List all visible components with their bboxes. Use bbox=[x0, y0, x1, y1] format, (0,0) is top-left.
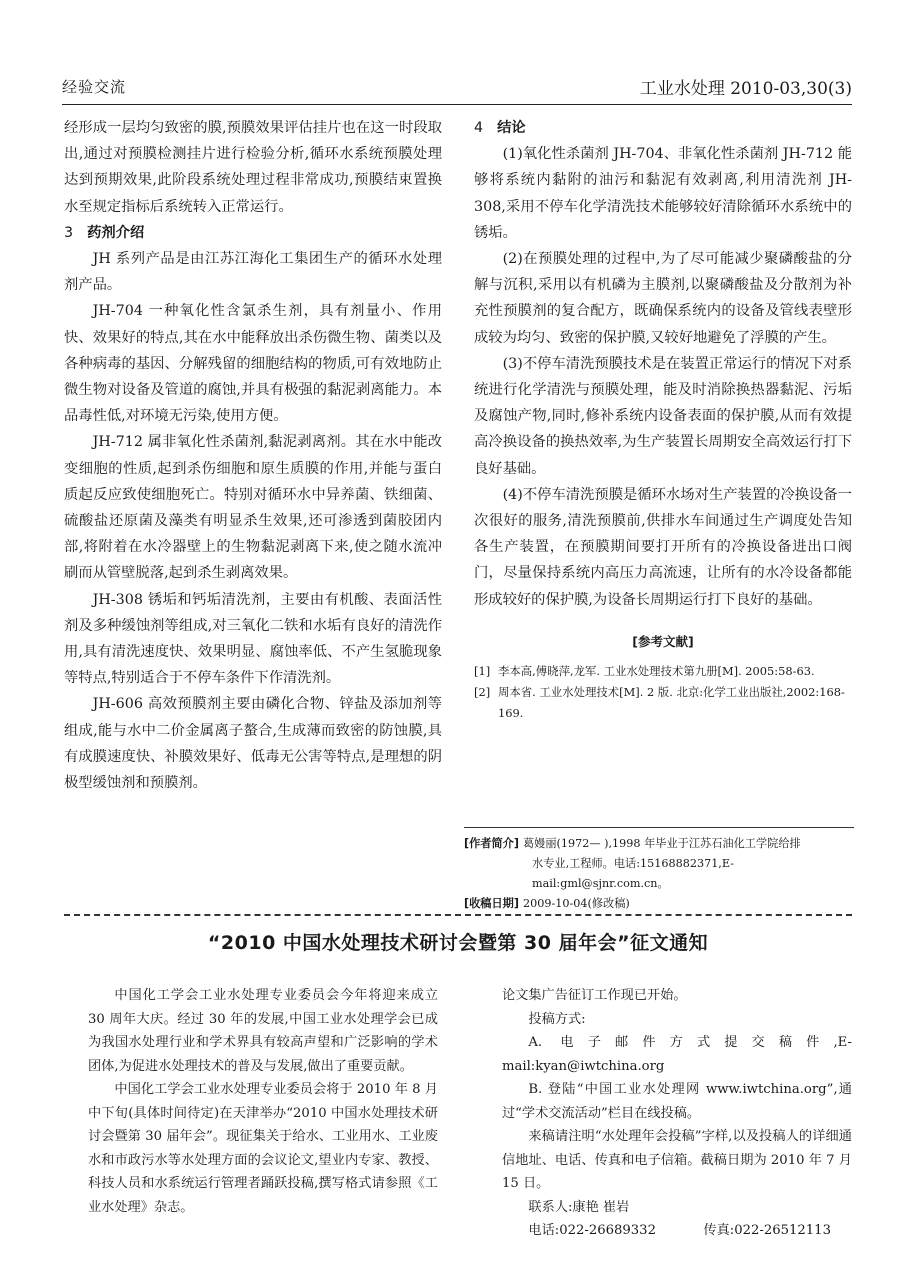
paragraph: 论文集广告征订工作现已开始。 bbox=[502, 988, 687, 1003]
right-column bbox=[474, 115, 852, 724]
author-info bbox=[464, 827, 854, 914]
paragraph: (2)在预膜处理的过程中,为了尽可能减少聚磷酸盐的分解与沉积,采用以有机磷为主膜剂,以聚磷酸盐及分散剂为补充性预膜剂的复合配方，既确保系统内的设备及管线表壁形成较为均匀、致密的保护膜,又较好地避免了浮膜的产生。 bbox=[474, 251, 852, 346]
journal-citation: 工业水处理 2010-03,30(3) bbox=[639, 79, 852, 99]
fax-number: 传真:022-26512113 bbox=[703, 1223, 831, 1238]
section-number: 4 bbox=[474, 120, 484, 136]
paragraph: 投稿方式: bbox=[528, 1011, 586, 1027]
author-line-1: 葛嫚丽(1972— ),1998 年毕业于江苏石油化工学院给排 bbox=[522, 837, 801, 850]
author-label: [作者简介] bbox=[464, 837, 519, 850]
paragraph: JH-712 属非氧化性杀菌剂,黏泥剥离剂。其在水中能改变细胞的性质,起到杀伤细胞和原生质膜的作用,并能与蛋白质起反应致使细胞死亡。特别对循环水中异养菌、铁细菌、硫酸盐还原菌及藻类有明显杀生效果,还可渗透到菌胶团内部,将附着在水冷器壁上的生物黏泥剥离下来,使之随水流冲刷而从管壁脱落,起到杀生剥离效果。 bbox=[64, 434, 442, 582]
phone-number: 电话:022-26689332 bbox=[528, 1223, 656, 1238]
paragraph: A. 电子邮件方式提交稿件,E-mail:kyan@iwtchina.org bbox=[502, 1035, 852, 1074]
paragraph: 来稿请注明“水处理年会投稿”字样,以及投稿人的详细通信地址、电话、传真和电子信箱。截稿日期为 2010 年 7 月 15 日。 bbox=[502, 1129, 852, 1191]
notice-left-column bbox=[88, 984, 438, 1219]
running-header bbox=[62, 70, 852, 105]
notice-right-column bbox=[502, 984, 852, 1243]
section-title: 结论 bbox=[497, 120, 526, 136]
received-date-label: [收稿日期] bbox=[464, 897, 519, 910]
contact-numbers bbox=[502, 1219, 852, 1243]
paragraph: 中国化工学会工业水处理专业委员会将于 2010 年 8 月中下旬(具体时间待定)在天津举办“2010 中国水处理技术研讨会暨第 30 届年会”。现征集关于给水、工业用水、工业废水和市政污水等水处理方面的会议论文,望业内专家、教授、科技人员和水系统运行管理者踊跃投稿,撰写格式请参照《工业水处理》杂志。 bbox=[88, 1082, 438, 1215]
section-number: 3 bbox=[64, 224, 74, 241]
dashed-divider bbox=[64, 914, 852, 916]
section-title: 药剂介绍 bbox=[87, 224, 145, 241]
left-column bbox=[64, 115, 442, 796]
reference-text: 李本高,傅晓萍,龙军. 工业水处理技术第九册[M]. 2005:58-63. bbox=[498, 664, 815, 679]
paragraph: JH 系列产品是由江苏江海化工集团生产的循环水处理剂产品。 bbox=[64, 251, 442, 294]
section-heading bbox=[64, 220, 442, 246]
reference-item bbox=[474, 682, 852, 724]
reference-index: [2] bbox=[474, 685, 491, 700]
author-line-2: 水专业,工程师。电话:15168882371,E-mail:gml@sjnr.com.cn。 bbox=[532, 857, 735, 890]
reference-list bbox=[474, 661, 852, 724]
references-title: [参考文献] bbox=[632, 633, 694, 649]
section-heading bbox=[474, 115, 852, 141]
received-date: 2009-10-04(修改稿) bbox=[522, 897, 630, 910]
paragraph: JH-308 锈垢和钙垢清洗剂，主要由有机酸、表面活性剂及多种缓蚀剂等组成,对三氧化二铁和水垢有良好的清洗作用,具有清洗速度快、效果明显、腐蚀率低、不产生氢脆现象等特点,特别适合于不停车条件下作清洗剂。 bbox=[64, 591, 442, 687]
paragraph: (1)氧化性杀菌剂 JH-704、非氧化性杀菌剂 JH-712 能够将系统内黏附的油污和黏泥有效剥离,利用清洗剂 JH-308,采用不停车化学清洗技术能够较好清除循环水系统中的锈垢。 bbox=[474, 146, 852, 241]
reference-item bbox=[474, 661, 852, 682]
paragraph: (4)不停车清洗预膜是循环水场对生产装置的冷换设备一次很好的服务,清洗预膜前,供排水车间通过生产调度处告知各生产装置，在预膜期间要打开所有的冷换设备进出口阀门，尽量保持系统内高压力高流速，让所有的水冷设备都能形成较好的保护膜,为设备长周期运行打下良好的基础。 bbox=[474, 486, 852, 608]
paragraph: JH-704 一种氧化性含氯杀生剂，具有剂量小、作用快、效果好的特点,其在水中能释放出杀伤微生物、菌类以及各种病毒的基因、分解残留的细胞结构的物质,可有效地防止微生物对设备及管道的腐蚀,并具有极强的黏泥剥离能力。本品毒性低,对环境无污染,使用方便。 bbox=[64, 303, 442, 425]
paragraph: (3)不停车清洗预膜技术是在装置正常运行的情况下对系统进行化学清洗与预膜处理，能及时消除换热器黏泥、污垢及腐蚀产物,同时,修补系统内设备表面的保护膜,从而有效提高冷换设备的换热效率,为生产装置长周期安全高效运行打下良好基础。 bbox=[474, 355, 852, 477]
reference-text: 周本省. 工业水处理技术[M]. 2 版. 北京:化学工业出版社,2002:168-169. bbox=[498, 685, 845, 721]
paragraph: 经形成一层均匀致密的膜,预膜效果评估挂片也在这一时段取出,通过对预膜检测挂片进行检验分析,循环水系统预膜处理达到预期效果,此阶段系统处理过程非常成功,预膜结束置换水至规定指标后系统转入正常运行。 bbox=[64, 120, 442, 215]
notice-title: “2010 中国水处理技术研讨会暨第 30 届年会”征文通知 bbox=[207, 932, 709, 954]
paragraph: JH-606 高效预膜剂主要由磷化合物、锌盐及添加剂等组成,能与水中二价金属离子螯合,生成薄而致密的防蚀膜,具有成膜速度快、补膜效果好、低毒无公害等特点,是理想的阴极型缓蚀剂和预膜剂。 bbox=[64, 696, 442, 792]
paragraph: 中国化工学会工业水处理专业委员会今年将迎来成立 30 周年大庆。经过 30 年的发展,中国工业水处理学会已成为我国水处理行业和学术界具有较高声望和广泛影响的学术团体,为促进水处理技术的普及与发展,做出了重要贡献。 bbox=[88, 988, 438, 1074]
section-label: 经验交流 bbox=[62, 78, 127, 96]
paragraph: B. 登陆“中国工业水处理网 www.iwtchina.org”,通过“学术交流活动”栏目在线投稿。 bbox=[502, 1082, 852, 1121]
reference-index: [1] bbox=[474, 664, 491, 679]
contact-persons: 联系人:康艳 崔岩 bbox=[528, 1199, 630, 1215]
